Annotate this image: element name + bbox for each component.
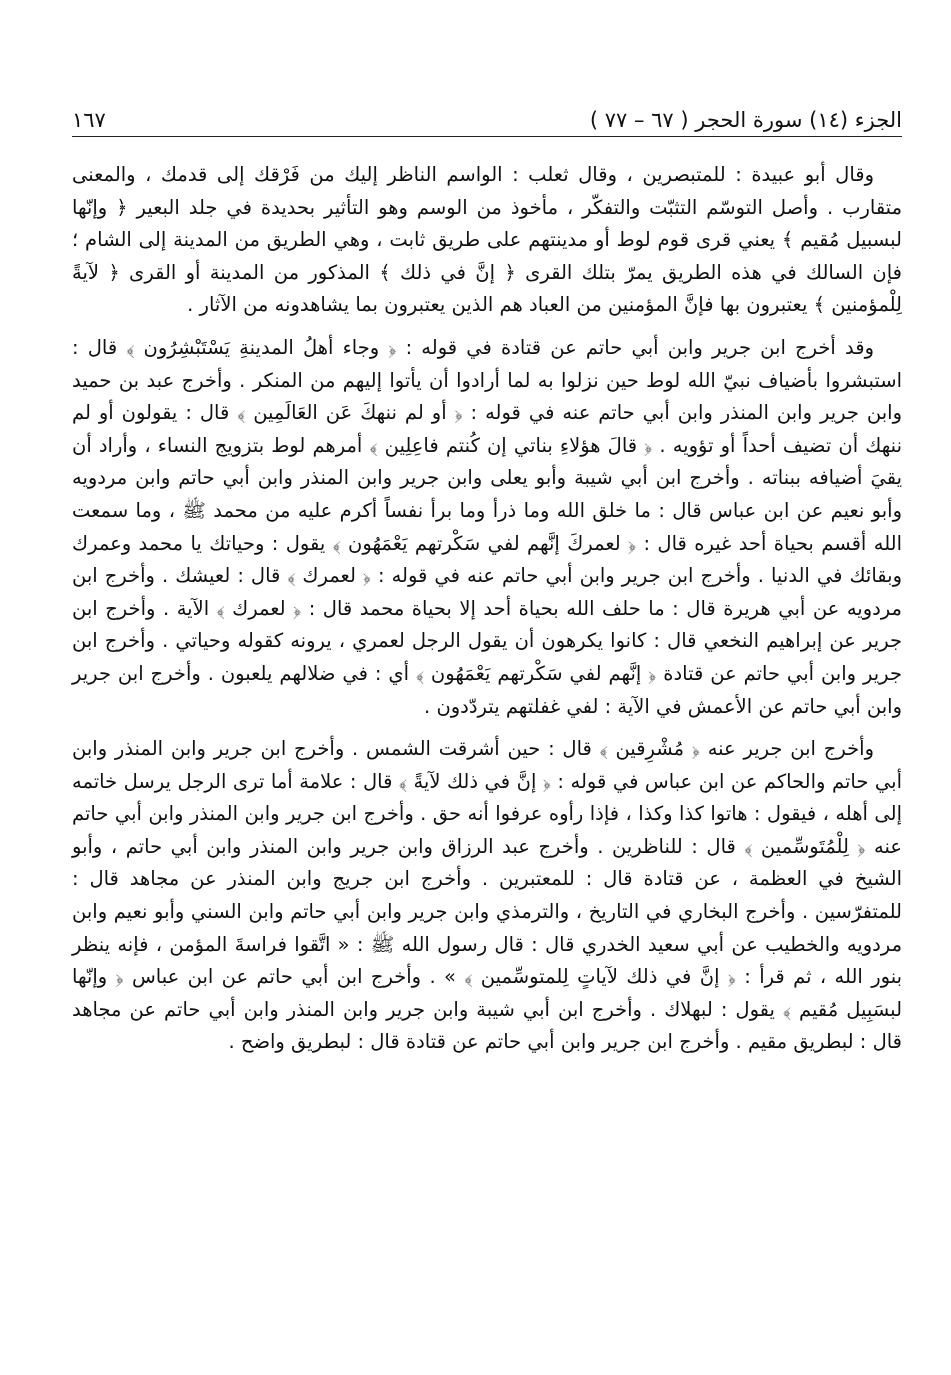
paragraph — [72, 159, 902, 322]
text-line: وأخرج ابن أبي شيبة وأبو يعلى وابن جرير وابن المنذر وابن أبي حاتم وابن مردويه وأبو نعيم عن ابن عباس قال : — [72, 466, 902, 522]
page-number: ١٦٧ — [72, 108, 106, 132]
text-line: إلى أهله ، فيقول : هاتوا كذا وكذا ، فإذا رأوه عرفوا أنه حق . وأخرج ابن جرير وابن المنذر وابن أبي حاتم — [72, 802, 902, 826]
text-line: ما خلق الله وما ذرأ وما برأ نفساً أكرم عليه من محمد ﷺ ، وما سمعت الله أقسم بحياة أحد غيره قال : ﴿ لعمركَ — [72, 498, 903, 555]
text-line: أن يقول الرجل لعمري ، يرونه كقوله وحياتي . وأخرج ابن جرير وابن أبي حاتم عن قتادة ﴿ إنَّهم لفي سَكْرتهم — [72, 629, 902, 685]
text-line: أبي حاتم والحاكم عن ابن عباس في قوله : ﴿ إنَّ في ذلك لآيةً ﴾ قال : علامة أما ترى الرجل يرسل خاتمه — [72, 769, 902, 793]
text-line: المنذر وابن أبي حاتم عنه في قوله : ﴿ أو لم ننهكَ عَن العَالَمِين ﴾ قال : يقولون أو لم ننهك أن تضيف أحداً — [72, 401, 902, 457]
paragraph — [72, 733, 902, 1059]
text-line: بأضياف نبيّ الله لوط حين نزلوا به لما أرادوا أن يأتوا إليهم من المنكر . وأخرج عبد بن حميد وابن جرير وابن — [72, 368, 903, 425]
text-line: وأخرج ابن جرير عنه ﴿ مُشْرِقين ﴾ قال : حين أشرقت الشمس . وأخرج ابن جرير وابن المنذر وابن — [72, 737, 874, 761]
text-line: البخاري في التاريخ ، والترمذي وابن جرير وابن أبي حاتم وابن السني وأبو نعيم وابن مردويه والخطيب عن — [72, 900, 903, 956]
paragraph — [72, 332, 902, 723]
text-line: المؤمنين من العباد هم الذين يعتبرون بما يشاهدونه من الآثار . — [187, 293, 678, 317]
text-line: في ذلك لآياتٍ لِلمتوسِّمين ﴾ » . وأخرج ابن أبي حاتم عن ابن عباس ﴿ وإنّها لبسَبِيل مُقيم ﴾ يقول : — [72, 965, 903, 1021]
text-line: بحياة أحد إلا بحياة محمد قال : ﴿ لعمرك ﴾ الآية . وأخرج ابن جرير عن إبراهيم النخعي قال : كانوا يكرهون — [72, 596, 903, 653]
text-line: أبي حاتم عنه في قوله : ﴿ لعمرك ﴾ قال : لعيشك . وأخرج ابن مردويه عن أبي هريرة قال : ما حلف الله — [72, 564, 903, 620]
text-line: يَعْمَهُون ﴾ أي : في ضلالهم يلعبون . وأخرج ابن جرير وابن أبي حاتم عن الأعمش في الآية : لفي غفلتهم — [72, 661, 902, 718]
text-line: عنه ﴿ لِلْمُتَوسِّمين ﴾ قال : للناظرين . وأخرج عبد الرزاق وابن جرير وابن المنذر وابن أبي حاتم ، وأبو الشيخ — [72, 834, 903, 891]
page-body — [72, 159, 902, 1059]
text-line: الطريق يمرّ بتلك القرى ﴿ إنَّ في ذلك ﴾ المذكور من المدينة أو القرى ﴿ لآيةً لِلْمؤمنين ﴾ يعتبرون بها فإنَّ — [72, 260, 902, 317]
text-line: وقد أخرج ابن جرير وابن أبي حاتم عن قتادة في قوله : ﴿ وجاء أهلُ المدينةِ يَسْتَبْشِرُون ﴾ قال : استبشروا — [72, 335, 903, 392]
text-line: إنَّهم لفي سَكْرتهم يَعْمَهُون ﴾ يقول : وحياتك يا محمد وعمرك وبقائك في الدنيا . وأخرج ابن جرير وابن — [72, 531, 902, 588]
text-line: لبهلاك . وأخرج ابن أبي شيبة وابن جرير وابن المنذر وابن أبي حاتم عن مجاهد قال : لبطريق مقيم . وأخرج — [72, 997, 902, 1054]
text-line: يتردّدون . — [424, 694, 500, 718]
page — [72, 96, 902, 1336]
page-header — [72, 96, 902, 137]
text-line: ابن جرير وابن أبي حاتم عن قتادة قال : لبطريق واضح . — [228, 1030, 673, 1054]
text-line: وقال أبو عبيدة : للمتبصرين ، وقال ثعلب : الواسم الناظر إليك من فَرْقك إلى قدمك ، والمعنى متقارب . — [72, 163, 903, 219]
text-line: يعني قرى قوم لوط أو مدينتهم على طريق ثابت ، وهي الطريق من المدينة إلى الشام ؛ فإن السالك في هذه — [72, 228, 903, 284]
running-title: الجزء (١٤) سورة الحجر ( ٦٧ – ٧٧ ) — [589, 108, 902, 132]
text-line: أو تؤويه . ﴿ قالَ هؤلاءِ بناتي إن كُنتم فاعِلِين ﴾ أمرهم لوط بتزويج النساء ، وأراد أن يقيَ أضيافه ببناته . — [72, 433, 902, 490]
text-line: وأصل التوسّم التثبّت والتفكّر ، مأخوذ من الوسم وهو التأثير بحديدة في جلد البعير ﴿ وإنّها لبسبيل مُقيم ﴾ — [72, 195, 902, 252]
text-line: في العظمة ، عن قتادة قال : للمعتبرين . وأخرج ابن جريج وابن المنذر عن مجاهد قال : للمتفرّسين . وأخرج — [72, 867, 902, 924]
text-line: أبي سعيد الخدري قال : قال رسول الله ﷺ : « اتَّقوا فراسةَ المؤمن ، فإنه ينظر بنور الله ، ثم قرأ : ﴿ إنَّ — [72, 932, 903, 989]
